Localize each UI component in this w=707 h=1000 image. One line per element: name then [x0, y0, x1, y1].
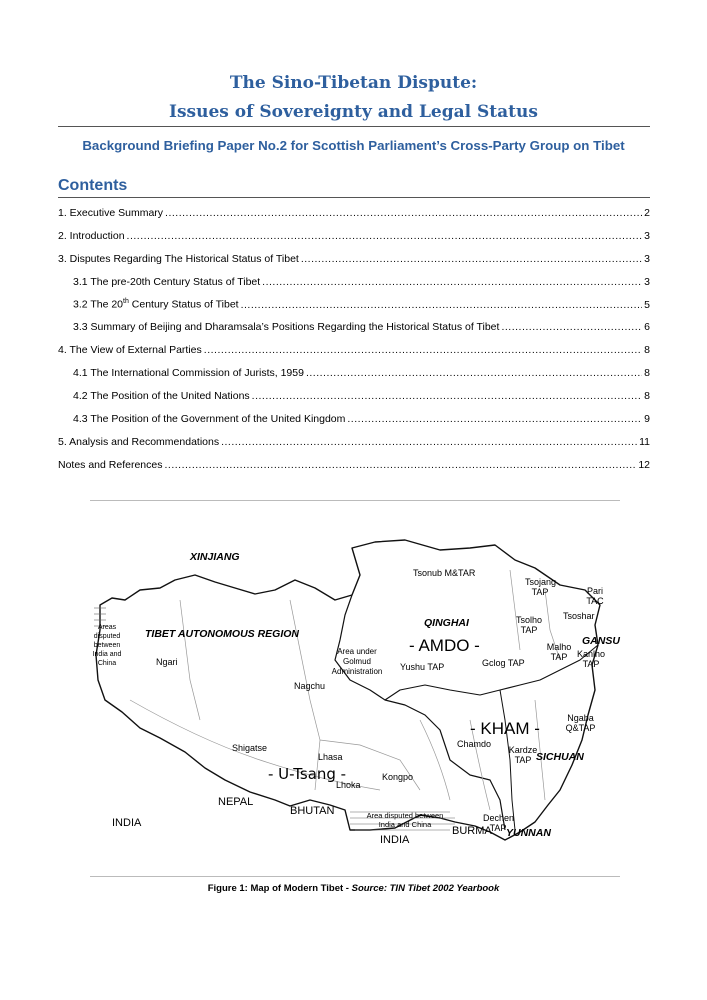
subtitle: Background Briefing Paper No.2 for Scottish Parliament’s Cross-Party Group on Tibet — [82, 138, 625, 153]
map-label-amdo: - AMDO - — [409, 636, 480, 655]
map-label-nepal: NEPAL — [218, 796, 254, 808]
toc-label: 4.1 The International Commission of Jurists, 1959 — [73, 367, 304, 379]
map-label-kongpo: Kongpo — [382, 772, 414, 782]
prefecture-boundaries — [180, 570, 560, 790]
map-label-kanlho: Kanlho TAP — [576, 649, 606, 669]
title-line-1: The Sino-Tibetan Dispute: — [229, 73, 478, 93]
map-label-kham: - KHAM - — [470, 719, 540, 738]
toc-label: Notes and References — [58, 459, 163, 471]
toc-page: 6 — [644, 321, 650, 333]
map-label-lhoka: Lhoka — [336, 780, 361, 790]
toc-label: 4.2 The Position of the United Nations — [73, 390, 250, 402]
figure-caption: Figure 1: Map of Modern Tibet - Source: TIN Tibet 2002 Yearbook — [207, 883, 500, 894]
toc-label: 2. Introduction — [58, 230, 125, 242]
map-label-pari: Pari TAC — [586, 586, 604, 606]
toc-label: 1. Executive Summary — [58, 207, 164, 219]
map-label-chamdo: Chamdo — [457, 739, 492, 749]
toc-page: 12 — [638, 459, 650, 471]
map-label-kardze: Kardze TAP — [508, 745, 538, 765]
map-label-qinghai: QINGHAI — [424, 617, 469, 629]
toc-label: 4.3 The Position of the Government of the United Kingdom — [73, 413, 346, 425]
toc-label: 3.2 The 20th Century Status of Tibet — [73, 298, 239, 311]
map-label-utsang: - U-Tsang - — [268, 765, 347, 783]
toc-label: 3. Disputes Regarding The Historical Status of Tibet — [58, 253, 299, 265]
map-label-nagchu: Nagchu — [294, 681, 326, 691]
toc-page: 8 — [644, 367, 650, 379]
map-label-gclog: Gclog TAP — [482, 658, 525, 668]
toc-page: 5 — [644, 298, 650, 311]
contents-heading: Contents — [58, 177, 128, 194]
tar-boundary — [335, 595, 505, 830]
toc-page: 11 — [639, 436, 650, 448]
toc-page: 9 — [644, 413, 650, 425]
map-label-tsolho: Tsolho TAP — [515, 615, 542, 635]
map-label-yushu: Yushu TAP — [400, 662, 445, 672]
map-label-bhutan: BHUTAN — [290, 805, 335, 817]
map-label-india-west: INDIA — [112, 817, 142, 829]
toc-label: 4. The View of External Parties — [58, 344, 202, 356]
map-label-tsonub: Tsonub M&TAR — [413, 568, 476, 578]
toc-page: 3 — [644, 230, 650, 242]
map-label-ngaba: Ngaba Q&TAP — [565, 713, 596, 733]
map-label-sichuan: SICHUAN — [536, 751, 584, 763]
map-label-xinjiang: XINJIANG — [190, 551, 240, 563]
map-label-tsoshar: Tsoshar — [563, 611, 595, 621]
map-label-tar: TIBET AUTONOMOUS REGION — [145, 628, 300, 640]
toc-label: 3.3 Summary of Beijing and Dharamsala’s Positions Regarding the Historical Status of Tibet — [73, 321, 500, 333]
map-label-yunnan: YUNNAN — [506, 827, 551, 839]
toc-page: 3 — [644, 253, 650, 265]
map-label-gansu: GANSU — [582, 635, 620, 647]
toc-label: 3.1 The pre-20th Century Status of Tibet — [73, 276, 261, 288]
toc-label: 5. Analysis and Recommendations — [58, 436, 220, 448]
map-label-shigatse: Shigatse — [232, 743, 268, 753]
map-label-india-south: INDIA — [380, 834, 410, 846]
map-label-lhasa: Lhasa — [318, 752, 343, 762]
map-label-malho: Malho TAP — [546, 642, 572, 662]
map-label-areas-disputed-west: Areas disputed between India and China — [92, 624, 122, 667]
toc-page: 8 — [644, 390, 650, 402]
map-label-ngari: Ngari — [156, 657, 178, 667]
map-label-area-disputed-east: Area disputed between India and China — [366, 811, 444, 829]
map-label-golmud: Area under Golmud Administration — [331, 647, 383, 676]
map-label-burma: BURMA — [452, 825, 492, 837]
title-line-2: Issues of Sovereignty and Legal Status — [169, 102, 538, 122]
map-label-tsojang: Tsojang TAP — [525, 577, 557, 597]
toc-page: 2 — [644, 207, 650, 219]
map-label-dechen: Dechen TAP — [483, 813, 515, 833]
toc-page: 8 — [644, 344, 650, 356]
disputed-area-hatching — [94, 608, 455, 830]
toc-page: 3 — [644, 276, 650, 288]
